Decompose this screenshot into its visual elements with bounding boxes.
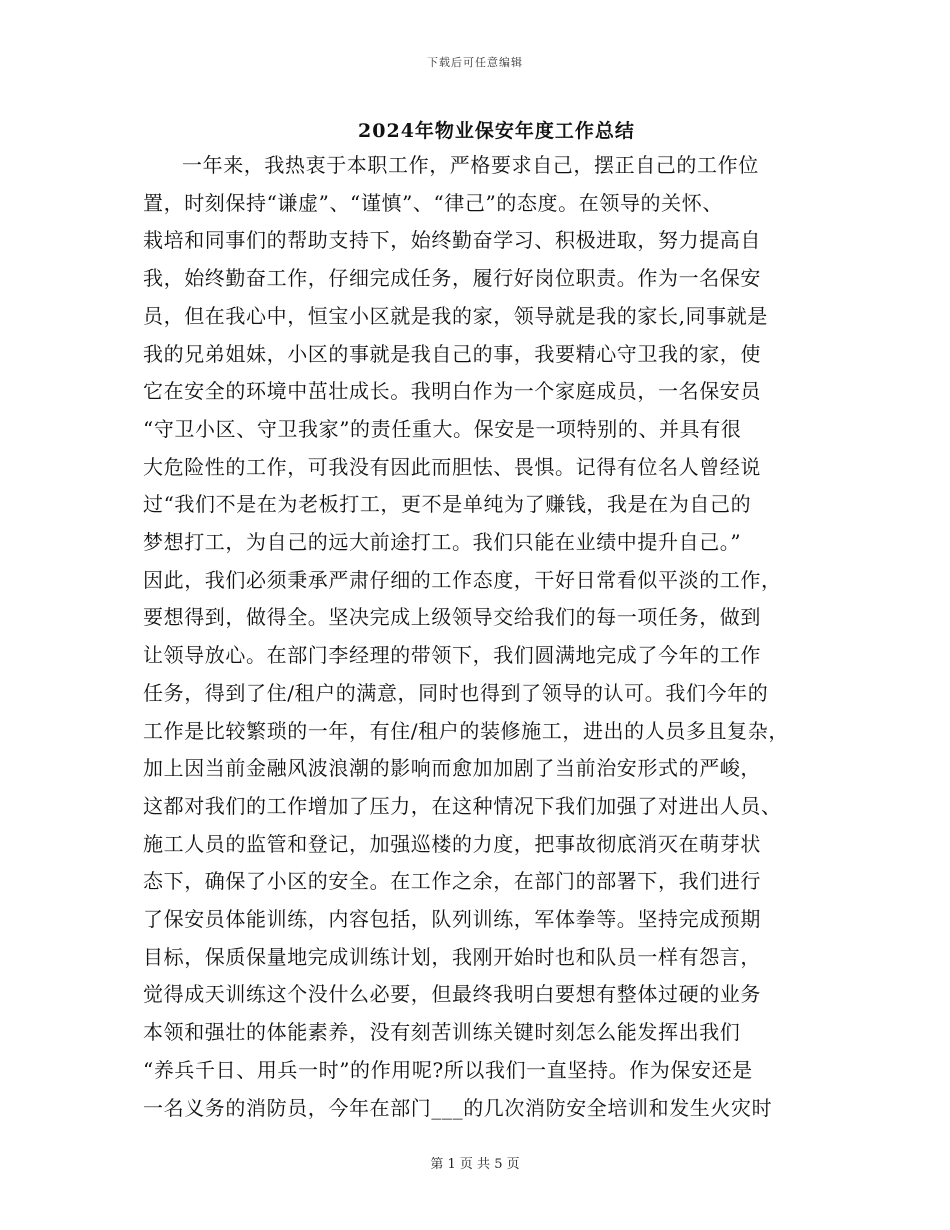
body-line: “守卫小区、守卫我家”的责任重大。保安是一项特别的、并具有很: [143, 416, 742, 441]
body-line: 因此，我们必须秉承严肃仔细的工作态度，干好日常看似平淡的工作，: [143, 567, 782, 592]
body-line: 要想得到，做得全。坚决完成上级领导交给我们的每一项任务，做到: [143, 605, 761, 630]
body-line: 本领和强壮的体能素养，没有刻苦训练关键时刻怎么能发挥出我们: [143, 1020, 741, 1045]
body-line: 置，时刻保持“谦虚”、“谨慎”、“律己”的态度。在领导的关怀、: [143, 190, 723, 215]
body-line: 一年来，我热衷于本职工作，严格要求自己，摆正自己的工作位: [182, 153, 759, 177]
body-line: 目标，保质保量地完成训练计划，我刚开始时也和队员一样有怨言，: [143, 944, 761, 969]
body-line: 大危险性的工作，可我没有因此而胆怯、畏惧。记得有位名人曾经说: [143, 454, 761, 479]
body-line: 让领导放心。在部门李经理的带领下，我们圆满地完成了今年的工作: [143, 643, 761, 668]
body-line: 我的兄弟姐妹，小区的事就是我自己的事，我要精心守卫我的家，使: [143, 341, 761, 366]
body-line: 我，始终勤奋工作，仔细完成任务，履行好岗位职责。作为一名保安: [143, 266, 761, 291]
body-line: 这都对我们的工作增加了压力，在这种情况下我们加强了对进出人员、: [143, 793, 782, 818]
body-line: 觉得成天训练这个没什么必要，但最终我明白要想有整体过硬的业务: [143, 982, 761, 1007]
body-line: 员，但在我心中，恒宝小区就是我的家，领导就是我的家长,同事就是: [143, 303, 768, 328]
body-line: 任务，得到了住/租户的满意，同时也得到了领导的认可。我们今年的: [143, 680, 769, 705]
page-header-note: 下载后可任意编辑: [427, 56, 523, 69]
body-line: 过“我们不是在为老板打工，更不是单纯为了赚钱，我是在为自己的: [143, 492, 752, 517]
body-line: “养兵千日、用兵一时”的作用呢?所以我们一直坚持。作为保安还是: [143, 1057, 753, 1082]
body-line: 梦想打工，为自己的远大前途打工。我们只能在业绩中提升自己。”: [143, 530, 742, 554]
page-footer-indicator: 第 1 页 共 5 页: [430, 1157, 520, 1172]
body-line: 工作是比较繁琐的一年，有住/租户的装修施工，进出的人员多且复杂，: [143, 718, 789, 743]
body-line: 了保安员体能训练，内容包括，队列训练，军体拳等。坚持完成预期: [143, 907, 761, 931]
body-line: 态下，确保了小区的安全。在工作之余，在部门的部署下，我们进行: [143, 869, 761, 894]
body-line: 栽培和同事们的帮助支持下，始终勤奋学习、积极进取，努力提高自: [143, 228, 761, 253]
body-line: 它在安全的环境中茁壮成长。我明白作为一个家庭成员，一名保安员: [143, 379, 761, 404]
body-line: 施工人员的监管和登记，加强巡楼的力度，把事故彻底消灭在萌芽状: [143, 831, 761, 856]
document-title: 2024年物业保安年度工作总结: [358, 120, 635, 142]
body-line: 加上因当前金融风波浪潮的影响而愈加加剧了当前治安形式的严峻，: [143, 756, 761, 781]
body-line: 一名义务的消防员，今年在部门___的几次消防安全培训和发生火灾时: [143, 1095, 773, 1120]
